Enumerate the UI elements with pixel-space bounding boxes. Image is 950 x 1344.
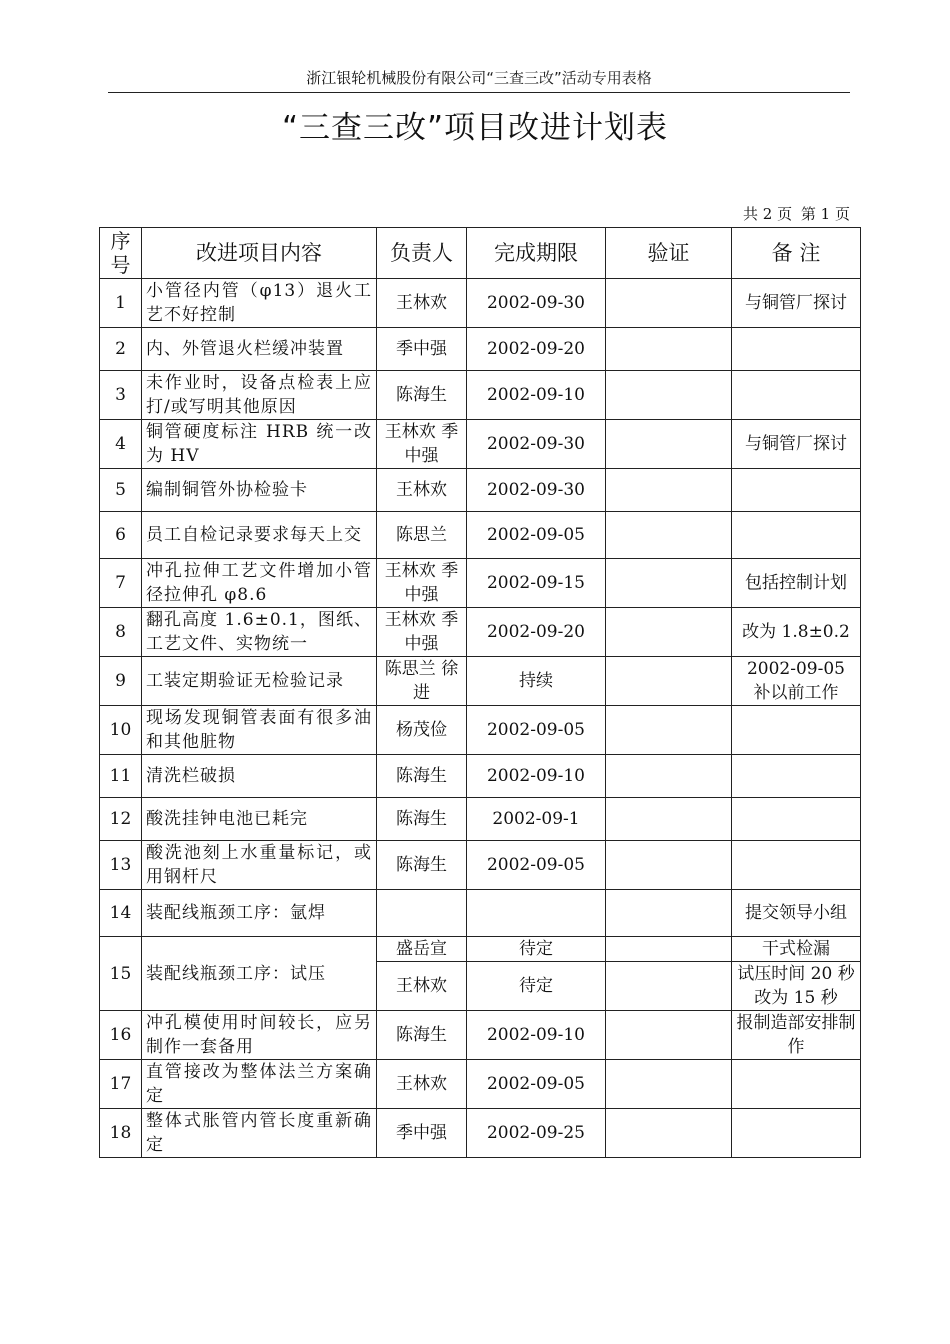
cell-no: 9: [100, 657, 142, 706]
cell-remark: 干式检漏: [732, 937, 861, 962]
cell-deadline: 2002-09-30: [467, 279, 606, 328]
table-row: [100, 755, 861, 798]
table-row: [100, 371, 861, 420]
header-subtitle: “三查三改”活动专用表格: [486, 69, 652, 87]
cell-content: 装配线瓶颈工序：试压: [142, 937, 377, 1011]
cell-remark: 试压时间 20 秒改为 15 秒: [732, 962, 861, 1011]
cell-deadline: 2002-09-05: [467, 706, 606, 755]
cell-no: 14: [100, 890, 142, 937]
cell-content: 翻孔高度 1.6±0.1，图纸、工艺文件、实物统一: [142, 608, 377, 657]
cell-content: 整体式胀管内管长度重新确定: [142, 1109, 377, 1158]
cell-verify: [606, 755, 732, 798]
cell-owner: 陈思兰 徐 进: [377, 657, 467, 706]
cell-remark: [732, 706, 861, 755]
cell-deadline: 2002-09-10: [467, 755, 606, 798]
table-row: [100, 1060, 861, 1109]
cell-no: 1: [100, 279, 142, 328]
col-header-content: 改进项目内容: [142, 228, 377, 279]
cell-owner: 陈海生: [377, 755, 467, 798]
cell-owner: 王林欢 季中强: [377, 608, 467, 657]
cell-remark: [732, 469, 861, 512]
cell-remark: [732, 328, 861, 371]
table-row: [100, 890, 861, 937]
cell-verify: [606, 469, 732, 512]
cell-content: 工装定期验证无检验记录: [142, 657, 377, 706]
table-row: [100, 559, 861, 608]
total-pages: 共 2 页: [743, 205, 793, 223]
cell-no: 11: [100, 755, 142, 798]
table-header-row: [100, 228, 861, 279]
cell-verify: [606, 371, 732, 420]
cell-owner: 王林欢: [377, 962, 467, 1011]
cell-content: 编制铜管外协检验卡: [142, 469, 377, 512]
cell-verify: [606, 559, 732, 608]
cell-owner: 陈思兰: [377, 512, 467, 559]
table-row: [100, 279, 861, 328]
table-row: [100, 1011, 861, 1060]
cell-remark: 改为 1.8±0.2: [732, 608, 861, 657]
cell-deadline: 2002-09-20: [467, 328, 606, 371]
cell-owner: 陈海生: [377, 371, 467, 420]
cell-verify: [606, 512, 732, 559]
col-header-remark: 备 注: [732, 228, 861, 279]
cell-owner: 季中强: [377, 1109, 467, 1158]
improvement-plan-table: [99, 227, 861, 1158]
table-row: [100, 420, 861, 469]
cell-deadline: 2002-09-15: [467, 559, 606, 608]
cell-remark: [732, 1060, 861, 1109]
cell-no: 4: [100, 420, 142, 469]
cell-remark: [732, 755, 861, 798]
document-title: “三查三改”项目改进计划表: [281, 110, 669, 146]
cell-no: 12: [100, 798, 142, 841]
cell-no: 16: [100, 1011, 142, 1060]
cell-verify: [606, 608, 732, 657]
cell-remark: 与铜管厂探讨: [732, 420, 861, 469]
cell-remark: 与铜管厂探讨: [732, 279, 861, 328]
cell-verify: [606, 962, 732, 1011]
cell-content: 未作业时，设备点检表上应打/或写明其他原因: [142, 371, 377, 420]
cell-owner: 陈海生: [377, 1011, 467, 1060]
company-name: 浙江银轮机械股份有限公司: [306, 69, 487, 87]
cell-content: 冲孔拉伸工艺文件增加小管径拉伸孔 φ8.6: [142, 559, 377, 608]
cell-deadline: 待定: [467, 962, 606, 1011]
col-header-verify: 验证: [606, 228, 732, 279]
cell-remark: [732, 1109, 861, 1158]
cell-no: 18: [100, 1109, 142, 1158]
cell-verify: [606, 706, 732, 755]
cell-owner: 王林欢 季中强: [377, 559, 467, 608]
cell-verify: [606, 1109, 732, 1158]
cell-content: 酸洗池刻上水重量标记，或用钢杆尺: [142, 841, 377, 890]
col-header-seq-line1: 序: [110, 229, 131, 253]
cell-deadline: 2002-09-10: [467, 371, 606, 420]
cell-content: 小管径内管（φ13）退火工艺不好控制: [142, 279, 377, 328]
cell-owner: 陈海生: [377, 841, 467, 890]
cell-owner: [377, 890, 467, 937]
table-row: [100, 328, 861, 371]
table-row: [100, 798, 861, 841]
cell-remark: 提交领导小组: [732, 890, 861, 937]
cell-deadline: 2002-09-05: [467, 1060, 606, 1109]
col-header-owner: 负责人: [377, 228, 467, 279]
cell-remark: [732, 512, 861, 559]
page-header: [108, 64, 850, 93]
cell-verify: [606, 890, 732, 937]
cell-verify: [606, 328, 732, 371]
cell-no: 3: [100, 371, 142, 420]
page-count: [739, 204, 850, 224]
table-row: [100, 937, 861, 962]
cell-owner: 季中强: [377, 328, 467, 371]
cell-content: 铜管硬度标注 HRB 统一改为 HV: [142, 420, 377, 469]
cell-owner: 王林欢: [377, 279, 467, 328]
table-row: [100, 657, 861, 706]
cell-deadline: 2002-09-30: [467, 469, 606, 512]
cell-verify: [606, 657, 732, 706]
cell-deadline: 2002-09-10: [467, 1011, 606, 1060]
cell-content: 酸洗挂钟电池已耗完: [142, 798, 377, 841]
cell-remark: 包括控制计划: [732, 559, 861, 608]
table-row: [100, 706, 861, 755]
cell-owner: 王林欢 季中强: [377, 420, 467, 469]
cell-verify: [606, 279, 732, 328]
cell-remark: 报制造部安排制作: [732, 1011, 861, 1060]
cell-deadline: 待定: [467, 937, 606, 962]
cell-deadline: [467, 890, 606, 937]
table-row: [100, 608, 861, 657]
cell-deadline: 2002-09-25: [467, 1109, 606, 1158]
cell-deadline: 2002-09-05: [467, 512, 606, 559]
cell-no: 15: [100, 937, 142, 1011]
table-row: [100, 512, 861, 559]
cell-verify: [606, 841, 732, 890]
cell-remark: [732, 798, 861, 841]
cell-content: 清洗栏破损: [142, 755, 377, 798]
cell-verify: [606, 1060, 732, 1109]
cell-deadline: 2002-09-05: [467, 841, 606, 890]
cell-content: 装配线瓶颈工序：氩焊: [142, 890, 377, 937]
cell-owner: 盛岳宣: [377, 937, 467, 962]
cell-deadline: 持续: [467, 657, 606, 706]
cell-content: 现场发现铜管表面有很多油和其他脏物: [142, 706, 377, 755]
cell-no: 6: [100, 512, 142, 559]
cell-deadline: 2002-09-30: [467, 420, 606, 469]
cell-no: 10: [100, 706, 142, 755]
cell-remark: [732, 841, 861, 890]
cell-owner: 陈海生: [377, 798, 467, 841]
cell-no: 5: [100, 469, 142, 512]
table-row: [100, 469, 861, 512]
cell-no: 17: [100, 1060, 142, 1109]
col-header-seq: [100, 228, 142, 279]
table-row: [100, 841, 861, 890]
cell-no: 8: [100, 608, 142, 657]
cell-no: 13: [100, 841, 142, 890]
cell-verify: [606, 1011, 732, 1060]
current-page: 第 1 页: [800, 205, 850, 223]
cell-remark: 2002-09-05 补以前工作: [732, 657, 861, 706]
cell-remark: [732, 371, 861, 420]
cell-content: 内、外管退火栏缓冲装置: [142, 328, 377, 371]
cell-deadline: 2002-09-1: [467, 798, 606, 841]
cell-verify: [606, 420, 732, 469]
col-header-seq-line2: 号: [110, 253, 131, 277]
table-row: [100, 1109, 861, 1158]
cell-deadline: 2002-09-20: [467, 608, 606, 657]
cell-content: 员工自检记录要求每天上交: [142, 512, 377, 559]
cell-content: 直管接改为整体法兰方案确定: [142, 1060, 377, 1109]
cell-content: 冲孔模使用时间较长，应另制作一套备用: [142, 1011, 377, 1060]
cell-verify: [606, 798, 732, 841]
cell-verify: [606, 937, 732, 962]
cell-owner: 王林欢: [377, 1060, 467, 1109]
cell-owner: 王林欢: [377, 469, 467, 512]
col-header-deadline: 完成期限: [467, 228, 606, 279]
cell-owner: 杨茂俭: [377, 706, 467, 755]
cell-no: 7: [100, 559, 142, 608]
cell-no: 2: [100, 328, 142, 371]
